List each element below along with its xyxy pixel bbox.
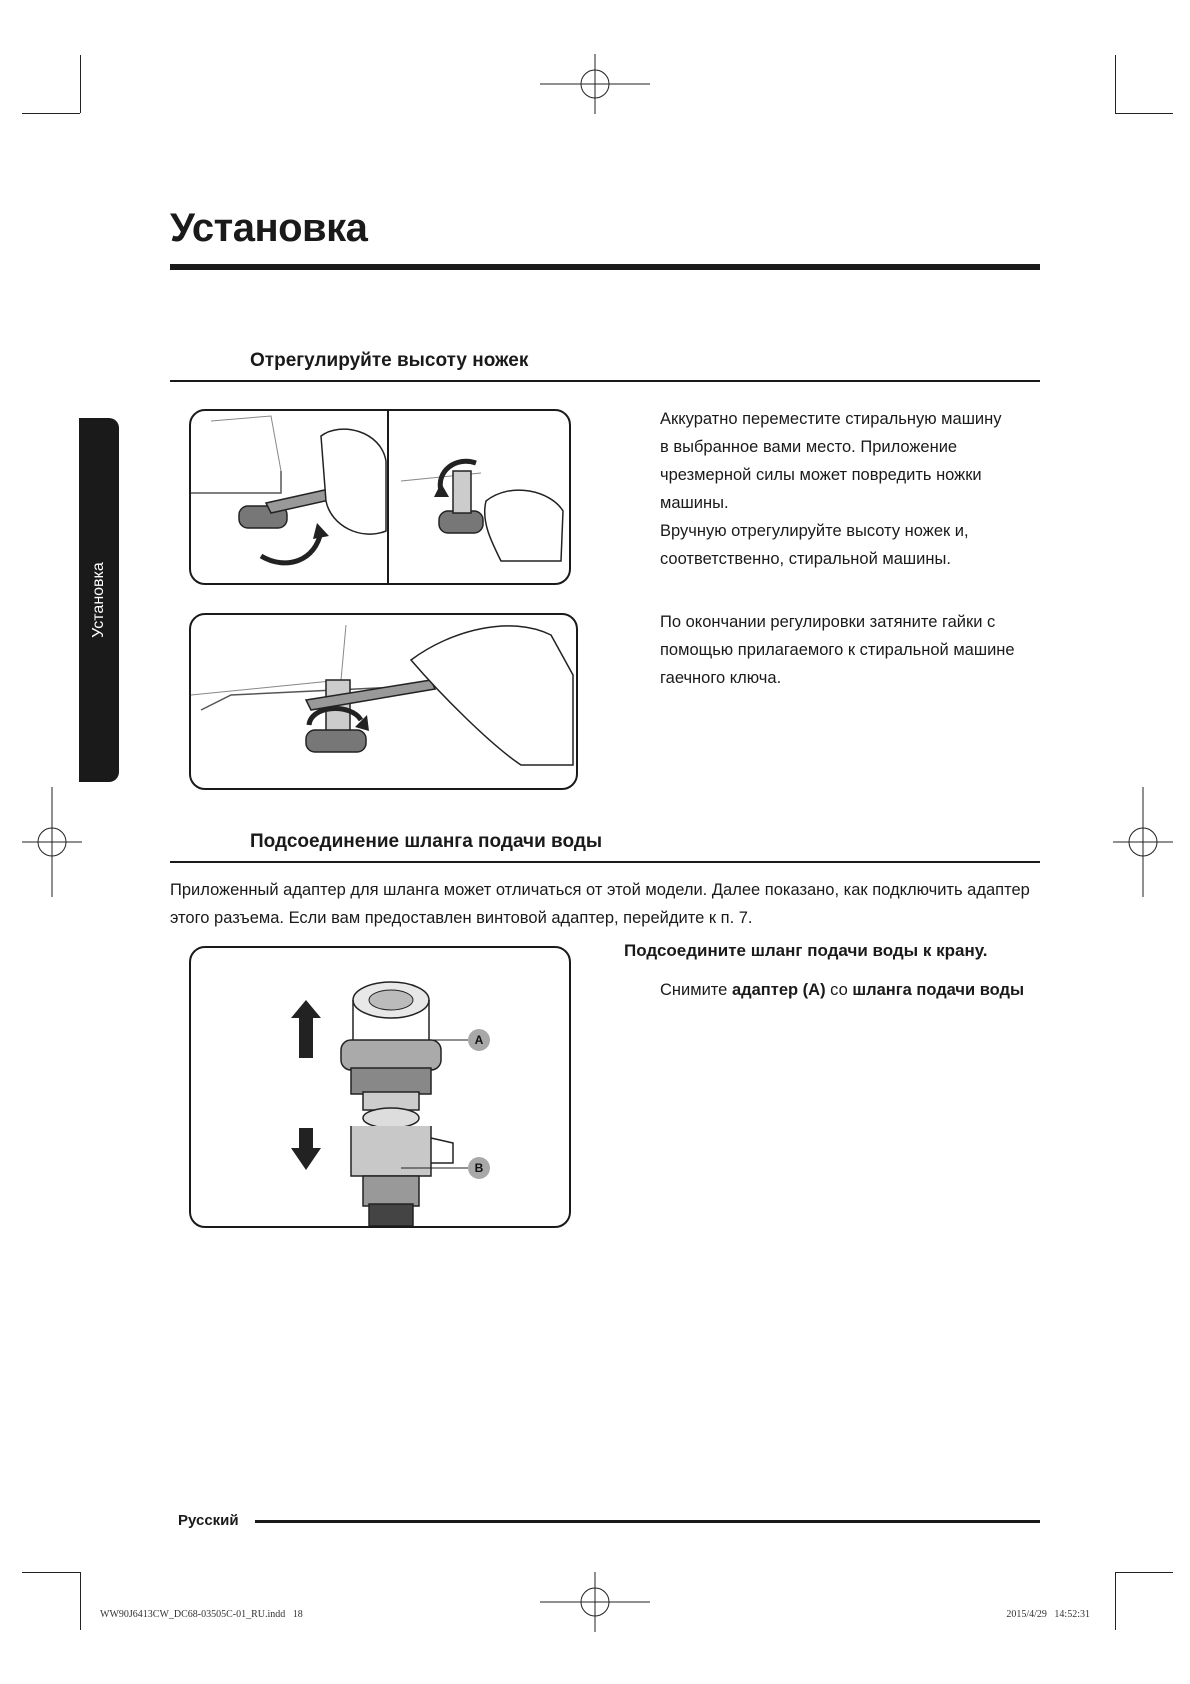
text-line: помощью прилагаемого к стиральной машине <box>660 641 1015 659</box>
step-text-pre: Снимите <box>660 981 732 999</box>
footer-rule <box>255 1520 1040 1523</box>
paragraph-tighten-nuts <box>660 608 1040 692</box>
section-rule <box>170 861 1040 863</box>
callout-b-label: B <box>474 1161 484 1175</box>
crop-mark <box>1115 1572 1116 1630</box>
footer-file-name: WW90J6413CW_DC68-03505C-01_RU.indd 18 <box>100 1609 303 1620</box>
registration-mark-bottom <box>540 1572 650 1632</box>
side-tab-label: Установка <box>90 562 107 638</box>
title-rule <box>170 264 1040 270</box>
callout-b <box>468 1157 490 1179</box>
text-line: соответственно, стиральной машины. <box>660 550 951 568</box>
crop-mark <box>80 55 81 113</box>
text-line: Аккуратно переместите стиральную машину <box>660 410 1002 428</box>
text-line: Приложенный адаптер для шланга может отличаться от этой модели. Далее показано, как подключить адаптер <box>170 881 1030 899</box>
footer-timestamp: 2015/4/29 14:52:31 <box>1006 1609 1090 1620</box>
step-text-hose: шланга подачи воды <box>852 981 1025 999</box>
page-title: Установка <box>170 206 368 250</box>
crop-mark <box>1115 113 1173 114</box>
illustration-hose-adapter <box>189 946 571 1228</box>
crop-mark <box>1115 55 1116 113</box>
step-text-mid: со <box>825 981 853 999</box>
side-tab <box>79 418 119 782</box>
crop-mark <box>80 1572 81 1630</box>
text-line: По окончании регулировки затяните гайки с <box>660 613 996 631</box>
crop-mark <box>1115 1572 1173 1573</box>
text-line: в выбранное вами место. Приложение <box>660 438 958 456</box>
step-title: Подсоедините шланг подачи воды к крану. <box>624 941 988 960</box>
text-line: машины. <box>660 494 729 512</box>
text-line: чрезмерной силы может повредить ножки <box>660 466 982 484</box>
step-text <box>660 981 1024 1000</box>
footer-language: Русский <box>178 1512 239 1529</box>
paragraph-move-machine <box>660 405 1040 573</box>
crop-mark <box>22 1572 80 1573</box>
paragraph-adapter-intro <box>170 876 1045 932</box>
text-line: гаечного ключа. <box>660 669 782 687</box>
illustration-leg-adjust-wrench <box>189 409 571 585</box>
callout-a-label: A <box>474 1033 484 1047</box>
crop-mark <box>22 113 80 114</box>
text-line: этого разъема. Если вам предоставлен винтовой адаптер, перейдите к п. 7. <box>170 909 753 927</box>
text-line: Вручную отрегулируйте высоту ножек и, <box>660 522 969 540</box>
step-text-adapter: адаптер (A) <box>731 981 826 999</box>
registration-mark-top <box>540 54 650 114</box>
registration-mark-left <box>22 787 82 897</box>
illustration-tighten-nut-wrench <box>189 613 578 790</box>
section-rule <box>170 380 1040 382</box>
section-heading-hose: Подсоединение шланга подачи воды <box>250 831 603 852</box>
registration-mark-right <box>1113 787 1173 897</box>
section-heading-feet: Отрегулируйте высоту ножек <box>250 350 529 371</box>
callout-a <box>468 1029 490 1051</box>
